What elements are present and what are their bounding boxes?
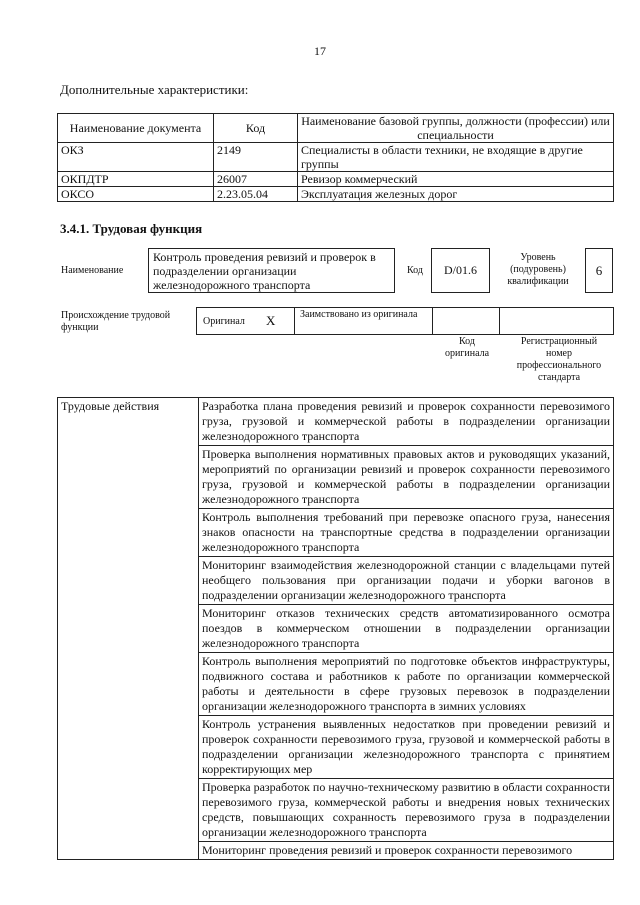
header-document-name: Наименование документа xyxy=(58,114,214,143)
original-label: Оригинал xyxy=(203,316,245,327)
labor-action-item: Проверка выполнения нормативных правовых актов и руководящих указаний, мероприятий по организации ревизий и проверок сохранности перевозимого груза, грузовой и коммерческой работы в подразделении организации железнодорожного транспорта xyxy=(199,446,614,509)
table-row xyxy=(58,398,614,446)
table-header-row xyxy=(58,114,614,143)
qualification-level-label: Уровень (подуровень) квалификации xyxy=(507,252,569,287)
section-title: 3.4.1. Трудовая функция xyxy=(60,221,203,236)
labor-action-item: Контроль выполнения мероприятий по подготовке объектов инфраструктуры, подвижного состава и работников к работе по организации коммерческой работы и деятельности в сфере грузовых перевозок в подразделении организации железнодорожного транспорта в зимних условиях xyxy=(199,653,614,716)
divider xyxy=(294,307,295,335)
name-label: Наименование xyxy=(61,265,124,276)
labor-action-item: Мониторинг отказов технических средств автоматизированного осмотра поездов в коммерческом отношении в подразделении организации железнодорожного транспорта xyxy=(199,605,614,653)
page-number: 17 xyxy=(314,44,326,58)
table-row xyxy=(58,172,614,187)
doc-cell: ОКПДТР xyxy=(58,172,214,187)
labor-action-item: Проверка разработок по научно-техническому развитию в области сохранности перевозимого груза, коммерческой работы и внедрения новых технических средств, повышающих сохранность перевозимого груза в подразделении организации железнодорожного транспорта xyxy=(199,779,614,842)
table-row xyxy=(58,187,614,202)
group-cell: Эксплуатация железных дорог xyxy=(298,187,614,202)
divider xyxy=(432,307,433,335)
labor-action-item: Контроль устранения выявленных недостатков при проведении ревизий и проверок сохранности перевозимого груза, грузовой и коммерческой работы в подразделении организации железнодорожного транспорта с принятием корректирующих мер xyxy=(199,716,614,779)
code-cell: 2.23.05.04 xyxy=(214,187,298,202)
registration-number-label: Регистрационный номер профессионального стандарта xyxy=(516,336,602,383)
borrowed-label: Заимствовано из оригинала xyxy=(300,309,418,320)
additional-characteristics-table xyxy=(57,113,614,202)
qualification-level-box: 6 xyxy=(585,248,613,293)
function-code-box: D/01.6 xyxy=(431,248,490,293)
labor-action-item: Мониторинг взаимодействия железнодорожной станции с владельцами путей необщего пользования при организации подачи и уборки вагонов в подразделении организации железнодорожного транспорта xyxy=(199,557,614,605)
table-row xyxy=(58,143,614,172)
divider xyxy=(499,307,500,335)
original-mark: X xyxy=(266,313,276,328)
doc-cell: ОКЗ xyxy=(58,143,214,172)
function-name-box: Контроль проведения ревизий и проверок в подразделении организации железнодорожного транспорта xyxy=(148,248,395,293)
doc-cell: ОКСО xyxy=(58,187,214,202)
labor-actions-table xyxy=(57,397,614,860)
labor-action-item: Контроль выполнения требований при перевозке опасного груза, нанесения знаков опасности на транспортные средства в подразделении организации железнодорожного транспорта xyxy=(199,509,614,557)
labor-action-item: Разработка плана проведения ревизий и проверок сохранности перевозимого груза, грузовой и коммерческой работы в подразделении организации железнодорожного транспорта xyxy=(199,398,614,446)
additional-characteristics-title: Дополнительные характеристики: xyxy=(60,82,249,97)
origin-label: Происхождение трудовой функции xyxy=(61,310,171,333)
labor-actions-label: Трудовые действия xyxy=(58,398,199,860)
header-group-name: Наименование базовой группы, должности (профессии) или специальности xyxy=(298,114,614,143)
labor-action-item: Мониторинг проведения ревизий и проверок сохранности перевозимого xyxy=(199,842,614,860)
group-cell: Специалисты в области техники, не входящие в другие группы xyxy=(298,143,614,172)
header-code: Код xyxy=(214,114,298,143)
code-label: Код xyxy=(407,265,423,276)
code-cell: 26007 xyxy=(214,172,298,187)
code-original-label: Код оригинала xyxy=(444,336,490,359)
group-cell: Ревизор коммерческий xyxy=(298,172,614,187)
code-cell: 2149 xyxy=(214,143,298,172)
